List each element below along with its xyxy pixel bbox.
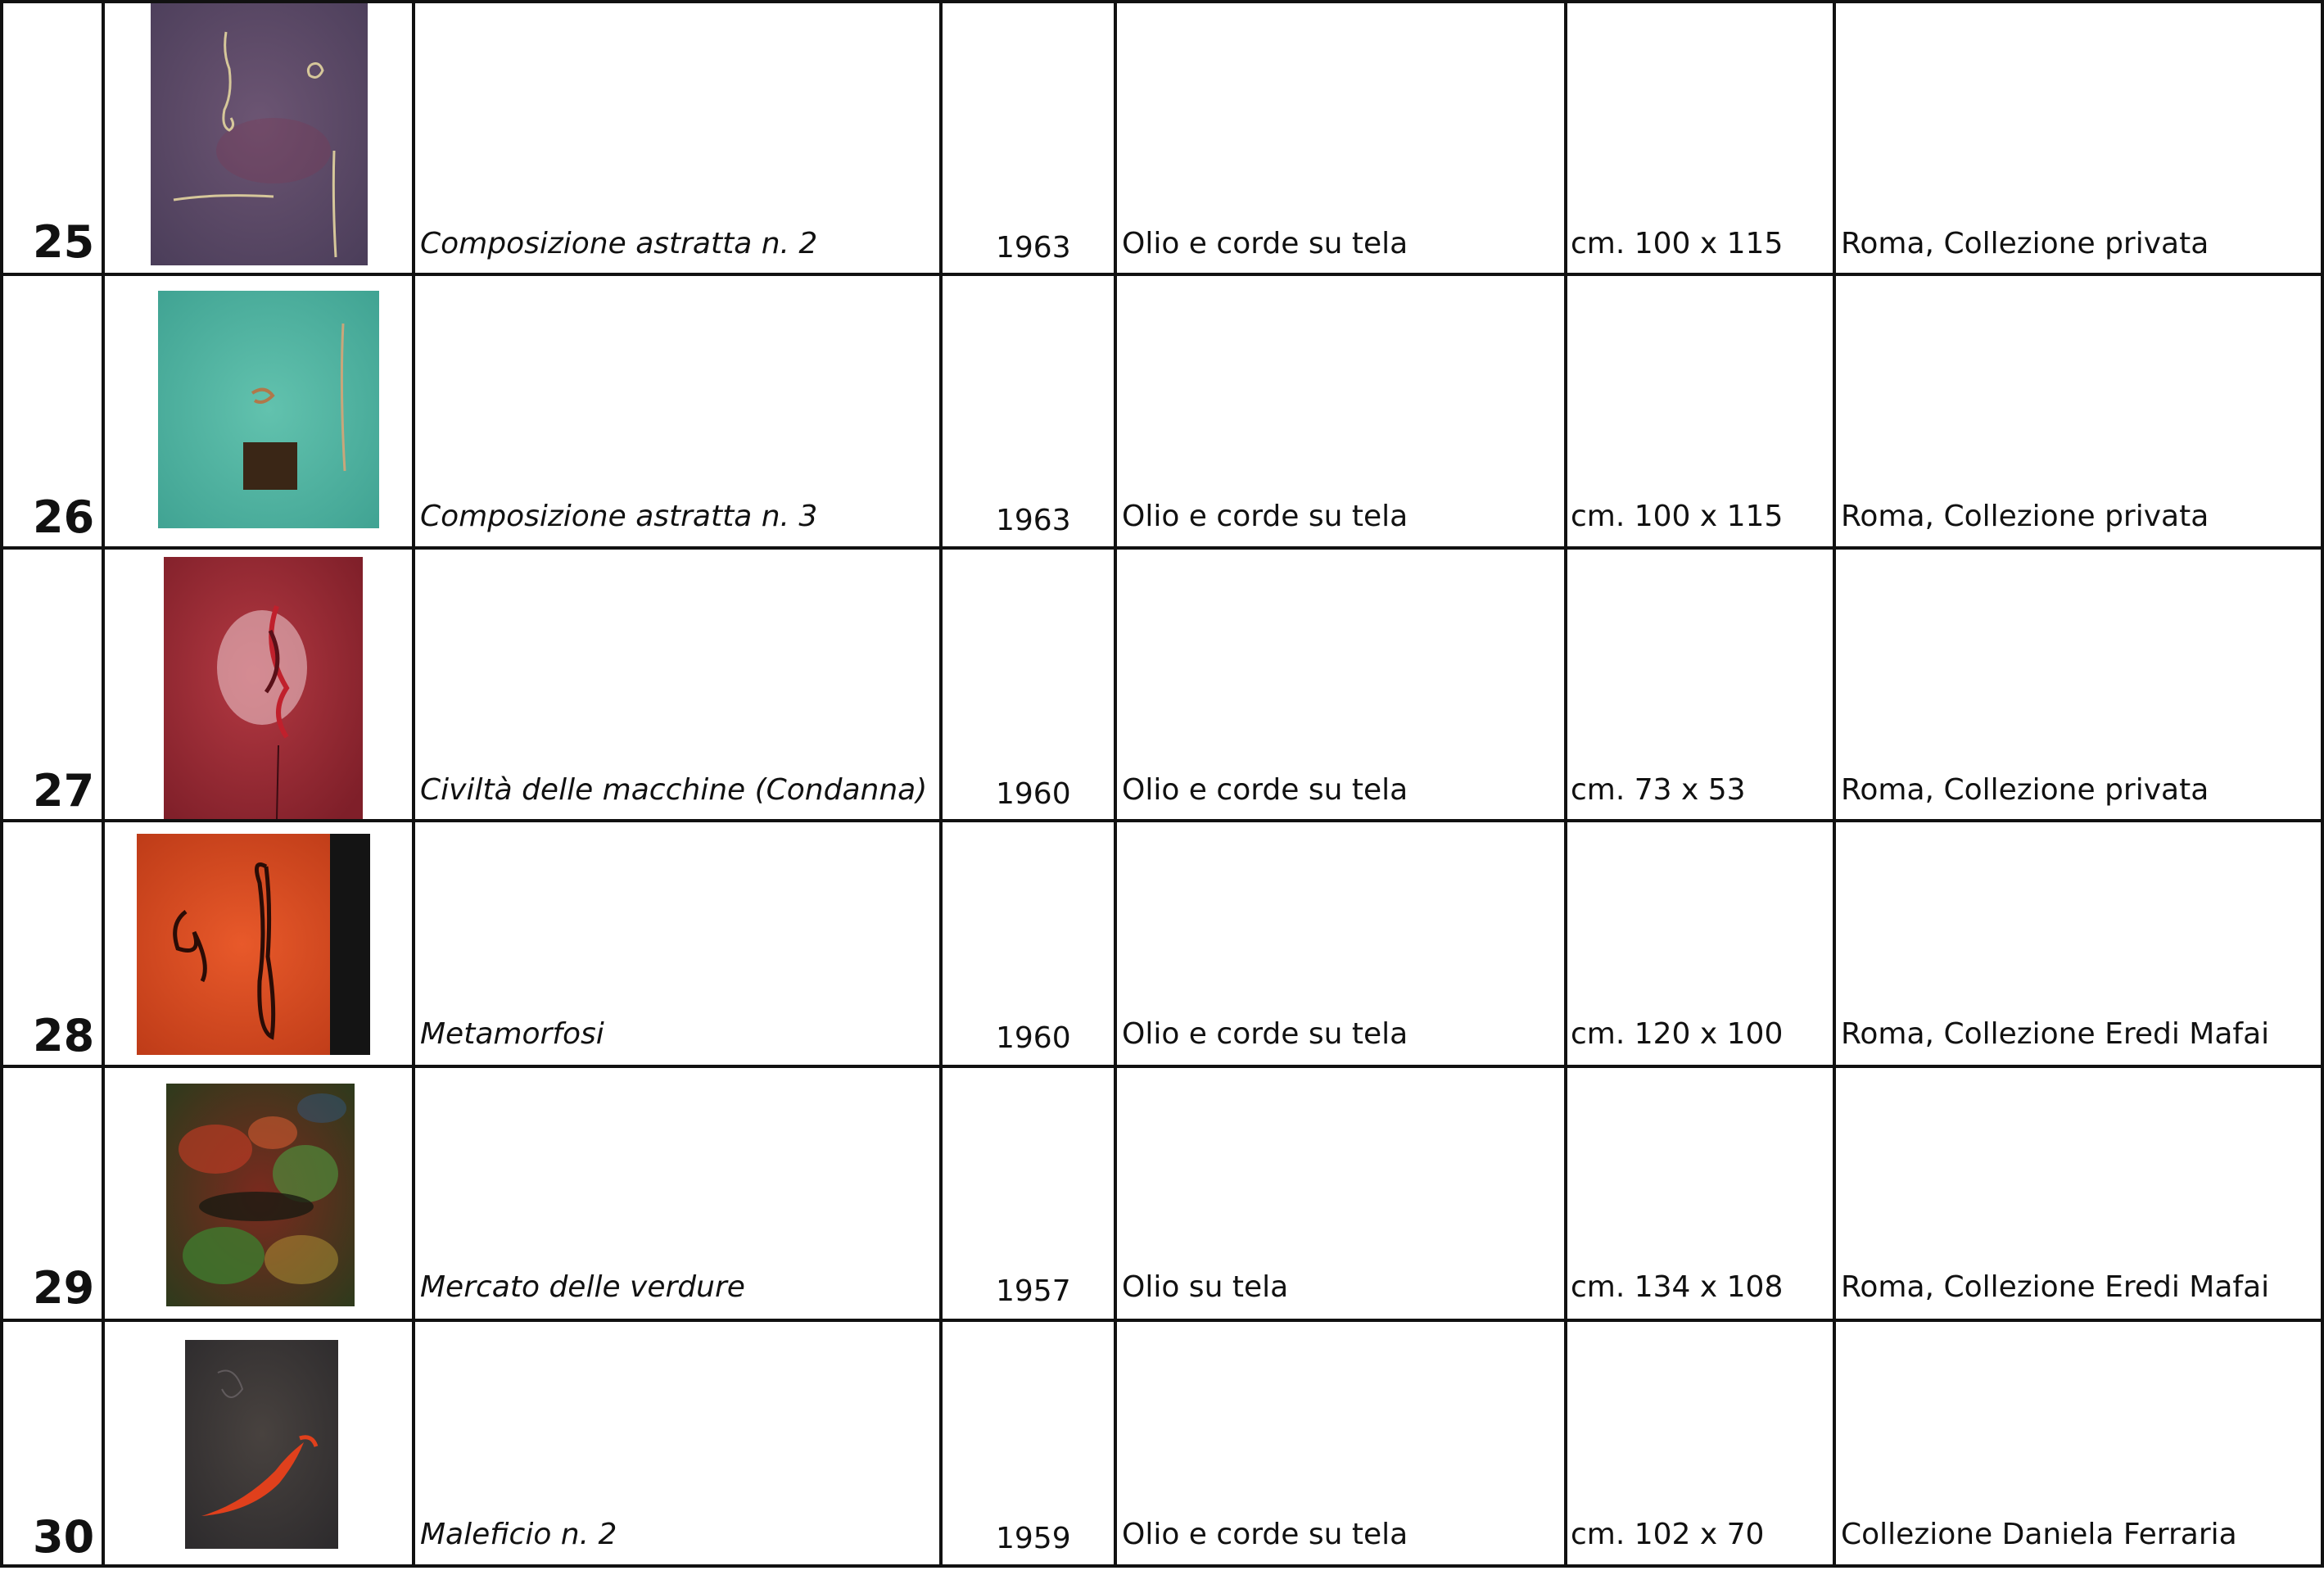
catalog-number: 30: [33, 1511, 95, 1563]
artwork-dimensions: cm. 100 x 115: [1571, 500, 1784, 533]
artwork-year: 1963: [996, 504, 1071, 537]
catalog-number: 26: [33, 491, 95, 543]
artwork-thumbnail[interactable]: [137, 834, 370, 1055]
artwork-location: Roma, Collezione Eredi Mafai: [1841, 1017, 2270, 1051]
artwork-dimensions: cm. 73 x 53: [1571, 773, 1746, 807]
artwork-thumbnail[interactable]: [166, 1084, 355, 1306]
artwork-year: 1963: [996, 231, 1071, 265]
table-row: [0, 546, 2324, 819]
artwork-dimensions: cm. 100 x 115: [1571, 227, 1784, 260]
artwork-technique: Olio su tela: [1122, 1270, 1289, 1304]
artwork-year: 1960: [996, 777, 1071, 811]
catalog-number: 28: [33, 1010, 95, 1061]
artwork-thumbnail[interactable]: [158, 291, 379, 528]
artwork-location: Roma, Collezione privata: [1841, 227, 2209, 260]
artwork-title: Composizione astratta n. 2: [420, 227, 818, 260]
artwork-thumbnail[interactable]: [164, 557, 363, 819]
artwork-dimensions: cm. 134 x 108: [1571, 1270, 1784, 1304]
artwork-year: 1957: [996, 1274, 1071, 1308]
artwork-dimensions: cm. 120 x 100: [1571, 1017, 1784, 1051]
table-row: [0, 0, 2324, 273]
artwork-title: Civiltà delle macchine (Condanna): [420, 773, 928, 807]
artwork-title: Mercato delle verdure: [420, 1270, 745, 1304]
artwork-dimensions: cm. 102 x 70: [1571, 1518, 1765, 1551]
artwork-year: 1960: [996, 1021, 1071, 1055]
table-row: [0, 1319, 2324, 1564]
table-row: [0, 273, 2324, 546]
artwork-technique: Olio e corde su tela: [1122, 1518, 1408, 1551]
artwork-location: Roma, Collezione privata: [1841, 773, 2209, 807]
catalog-number: 27: [33, 765, 95, 817]
table-row: [0, 819, 2324, 1065]
artwork-title: Composizione astratta n. 3: [420, 500, 818, 533]
artwork-location: Collezione Daniela Ferraria: [1841, 1518, 2237, 1551]
artwork-technique: Olio e corde su tela: [1122, 773, 1408, 807]
table-row: [0, 1065, 2324, 1319]
artwork-location: Roma, Collezione privata: [1841, 500, 2209, 533]
artwork-title: Metamorfosi: [420, 1017, 604, 1051]
catalog-number: 25: [33, 216, 95, 268]
artwork-year: 1959: [996, 1522, 1071, 1555]
grid-line: [0, 1564, 2324, 1568]
artwork-location: Roma, Collezione Eredi Mafai: [1841, 1270, 2270, 1304]
artwork-thumbnail[interactable]: [185, 1340, 338, 1549]
catalog-number: 29: [33, 1262, 95, 1314]
artwork-technique: Olio e corde su tela: [1122, 500, 1408, 533]
artwork-technique: Olio e corde su tela: [1122, 227, 1408, 260]
artwork-technique: Olio e corde su tela: [1122, 1017, 1408, 1051]
artwork-thumbnail[interactable]: [151, 3, 368, 265]
artwork-title: Maleficio n. 2: [420, 1518, 617, 1551]
